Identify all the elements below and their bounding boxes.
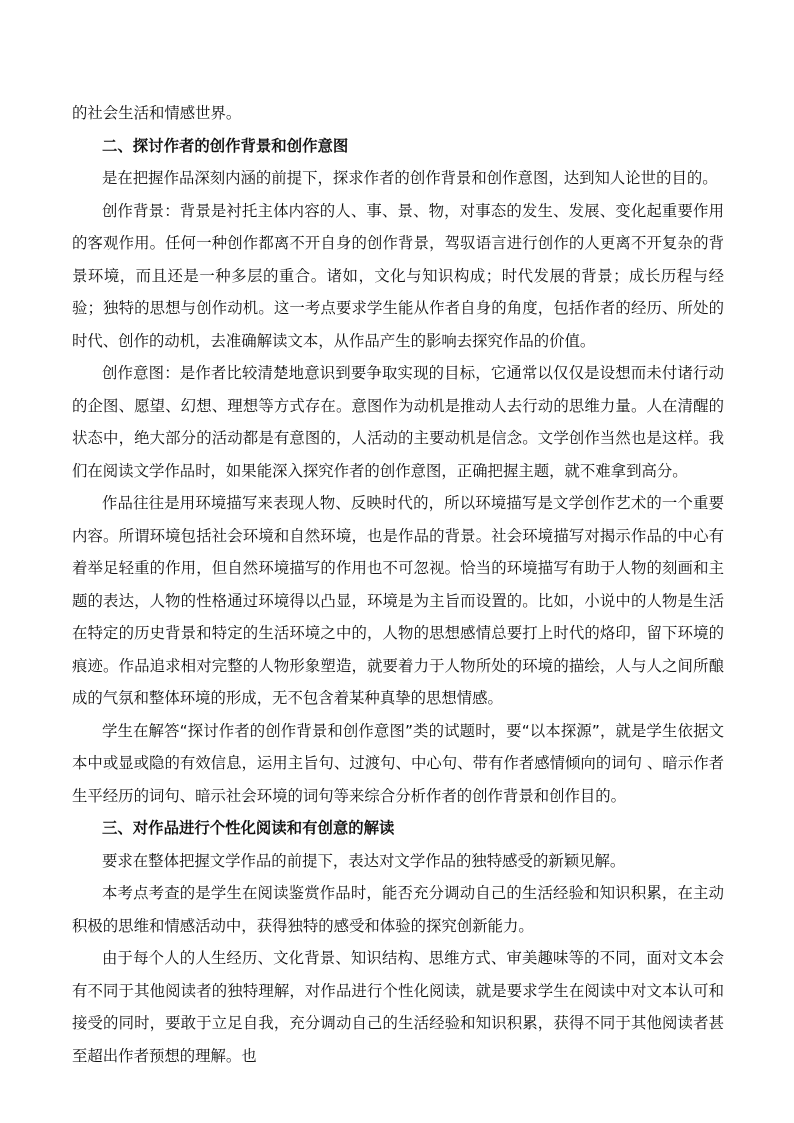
paragraph-assessment: 本考点考查的是学生在阅读鉴赏作品时，能否充分调动自己的生活经验和知识积累，在主动积极的思维和情感活动中，获得独特的感受和体验的探究创新能力。 <box>72 884 724 935</box>
paragraph-intro-background: 是在把握作品深刻内涵的前提下，探求作者的创作背景和创作意图，达到知人论世的目的。 <box>102 169 718 187</box>
paragraph-answering-method: 学生在解答“探讨作者的创作背景和创作意图”类的试题时，要“以本探源”，就是学生依据文本中或显或隐的有效信息，运用主旨句、过渡句、中心句、带有作者感情倾向的词句 、暗示作者生平经历的词句、暗示社会环境的词句等来综合分析作者的创作背景和创作目的。 <box>72 721 724 805</box>
paragraph-personal-reading: 由于每个人的人生经历、文化背景、知识结构、思维方式、审美趣味等的不同，面对文本会有不同于其他阅读者的独特理解，对作品进行个性化阅读，就是要求学生在阅读中对文本认可和接受的同时，要敢于立足自我，充分调动自己的生活经验和知识积累，获得不同于其他阅读者甚至超出作者预想的理解。也 <box>72 949 724 1065</box>
paragraph-creation-background: 创作背景：背景是衬托主体内容的人、事、景、物，对事态的发生、发展、变化起重要作用的客观作用。任何一种创作都离不开自身的创作背景，驾驭语言进行创作的人更离不开复杂的背景环境，而且还是一种多层的重合。诸如，文化与知识构成；时代发展的背景；成长历程与经验；独特的思想与创作动机。这一考点要求学生能从作者自身的角度，包括作者的经历、所处的时代、创作的动机，去准确解读文本，从作品产生的影响去探究作品的价值。 <box>72 201 724 350</box>
paragraph-continuation: 的社会生活和情感世界。 <box>72 104 242 122</box>
paragraph-environment: 作品往往是用环境描写来表现人物、反映时代的，所以环境描写是文学创作艺术的一个重要内容。所谓环境包括社会环境和自然环境，也是作品的背景。社会环境描写对揭示作品的中心有着举足轻重的作用，但自然环境描写的作用也不可忽视。恰当的环境描写有助于人物的刻画和主题的表达，人物的性格通过环境得以凸显，环境是为主旨而设置的。比如，小说中的人物是生活在特定的历史背景和特定的生活环境之中的，人物的思想感情总要打上时代的烙印，留下环境的痕迹。作品追求相对完整的人物形象塑造，就要着力于人物所处的环境的描绘，人与人之间所酿成的气氛和整体环境的形成，无不包含着某种真挚的思想情感。 <box>72 494 724 707</box>
document-body <box>72 97 724 1072</box>
paragraph-creation-intent: 创作意图：是作者比较清楚地意识到要争取实现的目标，它通常以仅仅是设想而未付诸行动的企图、愿望、幻想、理想等方式存在。意图作为动机是推动人去行动的思维力量。人在清醒的状态中，绝大部分的活动都是有意图的，人活动的主要动机是信念。文学创作当然也是这样。我们在阅读文学作品时，如果能深入探究作者的创作意图，正确把握主题，就不难拿到高分。 <box>72 364 724 480</box>
paragraph-requirement: 要求在整体把握文学作品的前提下，表达对文学作品的独特感受的新颖见解。 <box>102 851 626 870</box>
section-heading-three: 三、对作品进行个性化阅读和有创意的解读 <box>102 819 395 837</box>
section-heading-two: 二、探讨作者的创作背景和创作意图 <box>102 136 349 155</box>
